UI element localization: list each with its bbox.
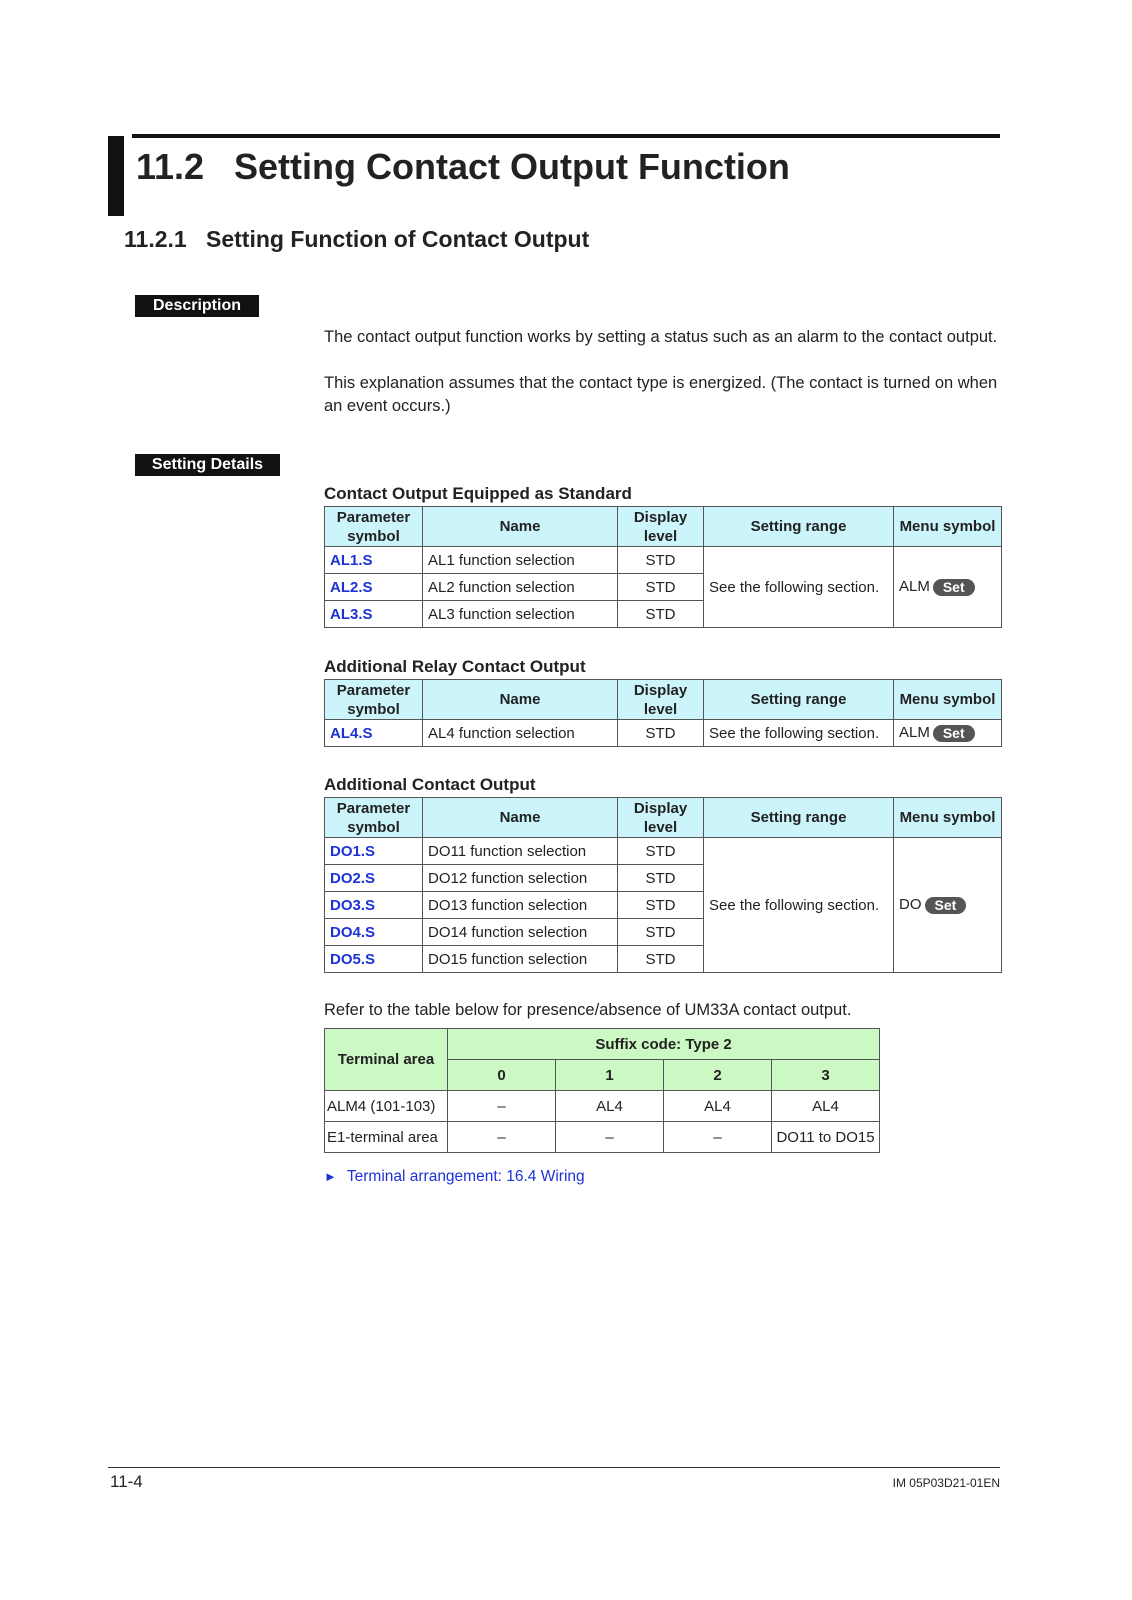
param-name: DO15 function selection: [423, 946, 618, 973]
param-symbol-link[interactable]: AL3.S: [325, 601, 423, 628]
header-param-symbol: Parameter symbol: [325, 507, 423, 547]
standard-contact-table: [324, 506, 1002, 628]
param-name: AL4 function selection: [423, 720, 618, 747]
setting-range-cell: [704, 838, 894, 973]
setting-details-label: Setting Details: [135, 454, 280, 476]
param-level: STD: [618, 838, 704, 865]
menu-symbol-cell: [894, 720, 1002, 747]
terminal-area-cell: E1-terminal area: [325, 1122, 448, 1153]
header-menu-symbol: Menu symbol: [894, 507, 1002, 547]
suffix-cell: –: [448, 1091, 556, 1122]
table-row: [325, 1091, 880, 1122]
header-name: Name: [423, 798, 618, 838]
param-level: STD: [618, 720, 704, 747]
param-symbol-link[interactable]: DO2.S: [325, 865, 423, 892]
contact-table-title: Additional Contact Output: [324, 775, 536, 794]
table-row: [325, 838, 1002, 865]
header-display-level: Display level: [618, 507, 704, 547]
refer-text: Refer to the table below for presence/absence of UM33A contact output.: [324, 1001, 852, 1019]
link-text[interactable]: Terminal arrangement: 16.4 Wiring: [346, 1168, 585, 1185]
param-level: STD: [618, 601, 704, 628]
header-display-level: Display level: [618, 680, 704, 720]
header-param-symbol: Parameter symbol: [325, 680, 423, 720]
relay-table-title: Additional Relay Contact Output: [324, 657, 586, 676]
param-level: STD: [618, 865, 704, 892]
param-symbol-link[interactable]: AL1.S: [325, 547, 423, 574]
setting-range-cell: [704, 547, 894, 628]
header-name: Name: [423, 680, 618, 720]
table-row: [325, 547, 1002, 574]
header-name: Name: [423, 507, 618, 547]
header-menu-symbol: Menu symbol: [894, 798, 1002, 838]
page-number: 11-4: [110, 1472, 143, 1491]
param-name: AL3 function selection: [423, 601, 618, 628]
terminal-area-header: Terminal area: [325, 1029, 448, 1091]
param-symbol-link[interactable]: AL4.S: [325, 720, 423, 747]
header-menu-symbol: Menu symbol: [894, 680, 1002, 720]
menu-symbol-cell: [894, 838, 1002, 973]
param-symbol-link[interactable]: AL2.S: [325, 574, 423, 601]
additional-contact-table: [324, 797, 1002, 973]
document-id: IM 05P03D21-01EN: [892, 1476, 1000, 1490]
suffix-cell: AL4: [664, 1091, 772, 1122]
terminal-area-cell: ALM4 (101-103): [325, 1091, 448, 1122]
header-param-symbol: Parameter symbol: [325, 798, 423, 838]
header-display-level: Display level: [618, 798, 704, 838]
subsection-number: 11.2.1: [124, 226, 187, 252]
terminal-arrangement-link[interactable]: [324, 1168, 585, 1186]
suffix-cell: DO11 to DO15: [772, 1122, 880, 1153]
param-name: AL2 function selection: [423, 574, 618, 601]
section-title: Setting Contact Output Function: [234, 146, 790, 187]
section-marker-bar: [108, 136, 124, 216]
relay-contact-table: [324, 679, 1002, 747]
param-symbol-link[interactable]: DO3.S: [325, 892, 423, 919]
suffix-code-header: Suffix code: Type 2: [448, 1029, 880, 1060]
param-name: DO11 function selection: [423, 838, 618, 865]
set-badge: Set: [933, 725, 975, 742]
suffix-code-1: 1: [556, 1060, 664, 1091]
set-badge: Set: [925, 897, 967, 914]
suffix-cell: –: [664, 1122, 772, 1153]
standard-table-title: Contact Output Equipped as Standard: [324, 484, 632, 503]
param-name: DO14 function selection: [423, 919, 618, 946]
setting-range-text: See the following section.: [709, 724, 880, 742]
param-level: STD: [618, 946, 704, 973]
description-paragraph-2: This explanation assumes that the contact type is energized. (The contact is turned on when an event occurs.): [324, 374, 998, 415]
header-setting-range: Setting range: [704, 680, 894, 720]
setting-range-cell: [704, 720, 894, 747]
param-level: STD: [618, 547, 704, 574]
description-paragraph-1: The contact output function works by setting a status such as an alarm to the contact output.: [324, 328, 998, 346]
suffix-cell: –: [556, 1122, 664, 1153]
param-name: DO13 function selection: [423, 892, 618, 919]
param-level: STD: [618, 892, 704, 919]
triangle-right-icon: ►: [324, 1169, 337, 1184]
setting-range-text: See the following section.: [709, 578, 880, 596]
setting-range-text: See the following section.: [709, 896, 880, 914]
param-symbol-link[interactable]: DO1.S: [325, 838, 423, 865]
footer-rule: [108, 1467, 1000, 1468]
suffix-code-3: 3: [772, 1060, 880, 1091]
param-symbol-link[interactable]: DO5.S: [325, 946, 423, 973]
menu-symbol-text: ALM: [899, 724, 930, 742]
suffix-cell: AL4: [772, 1091, 880, 1122]
table-row: [325, 720, 1002, 747]
menu-symbol-text: ALM: [899, 578, 930, 596]
suffix-code-0: 0: [448, 1060, 556, 1091]
description-label: Description: [135, 295, 259, 317]
suffix-cell: AL4: [556, 1091, 664, 1122]
param-level: STD: [618, 574, 704, 601]
table-row: [325, 1122, 880, 1153]
param-level: STD: [618, 919, 704, 946]
param-name: AL1 function selection: [423, 547, 618, 574]
suffix-code-2: 2: [664, 1060, 772, 1091]
param-name: DO12 function selection: [423, 865, 618, 892]
menu-symbol-cell: [894, 547, 1002, 628]
suffix-cell: –: [448, 1122, 556, 1153]
section-number: 11.2: [136, 146, 205, 187]
section-top-rule: [132, 134, 1000, 138]
menu-symbol-text: DO: [899, 896, 922, 914]
header-setting-range: Setting range: [704, 798, 894, 838]
subsection-title: Setting Function of Contact Output: [206, 226, 590, 252]
suffix-code-table: [324, 1028, 880, 1153]
set-badge: Set: [933, 579, 975, 596]
header-setting-range: Setting range: [704, 507, 894, 547]
param-symbol-link[interactable]: DO4.S: [325, 919, 423, 946]
